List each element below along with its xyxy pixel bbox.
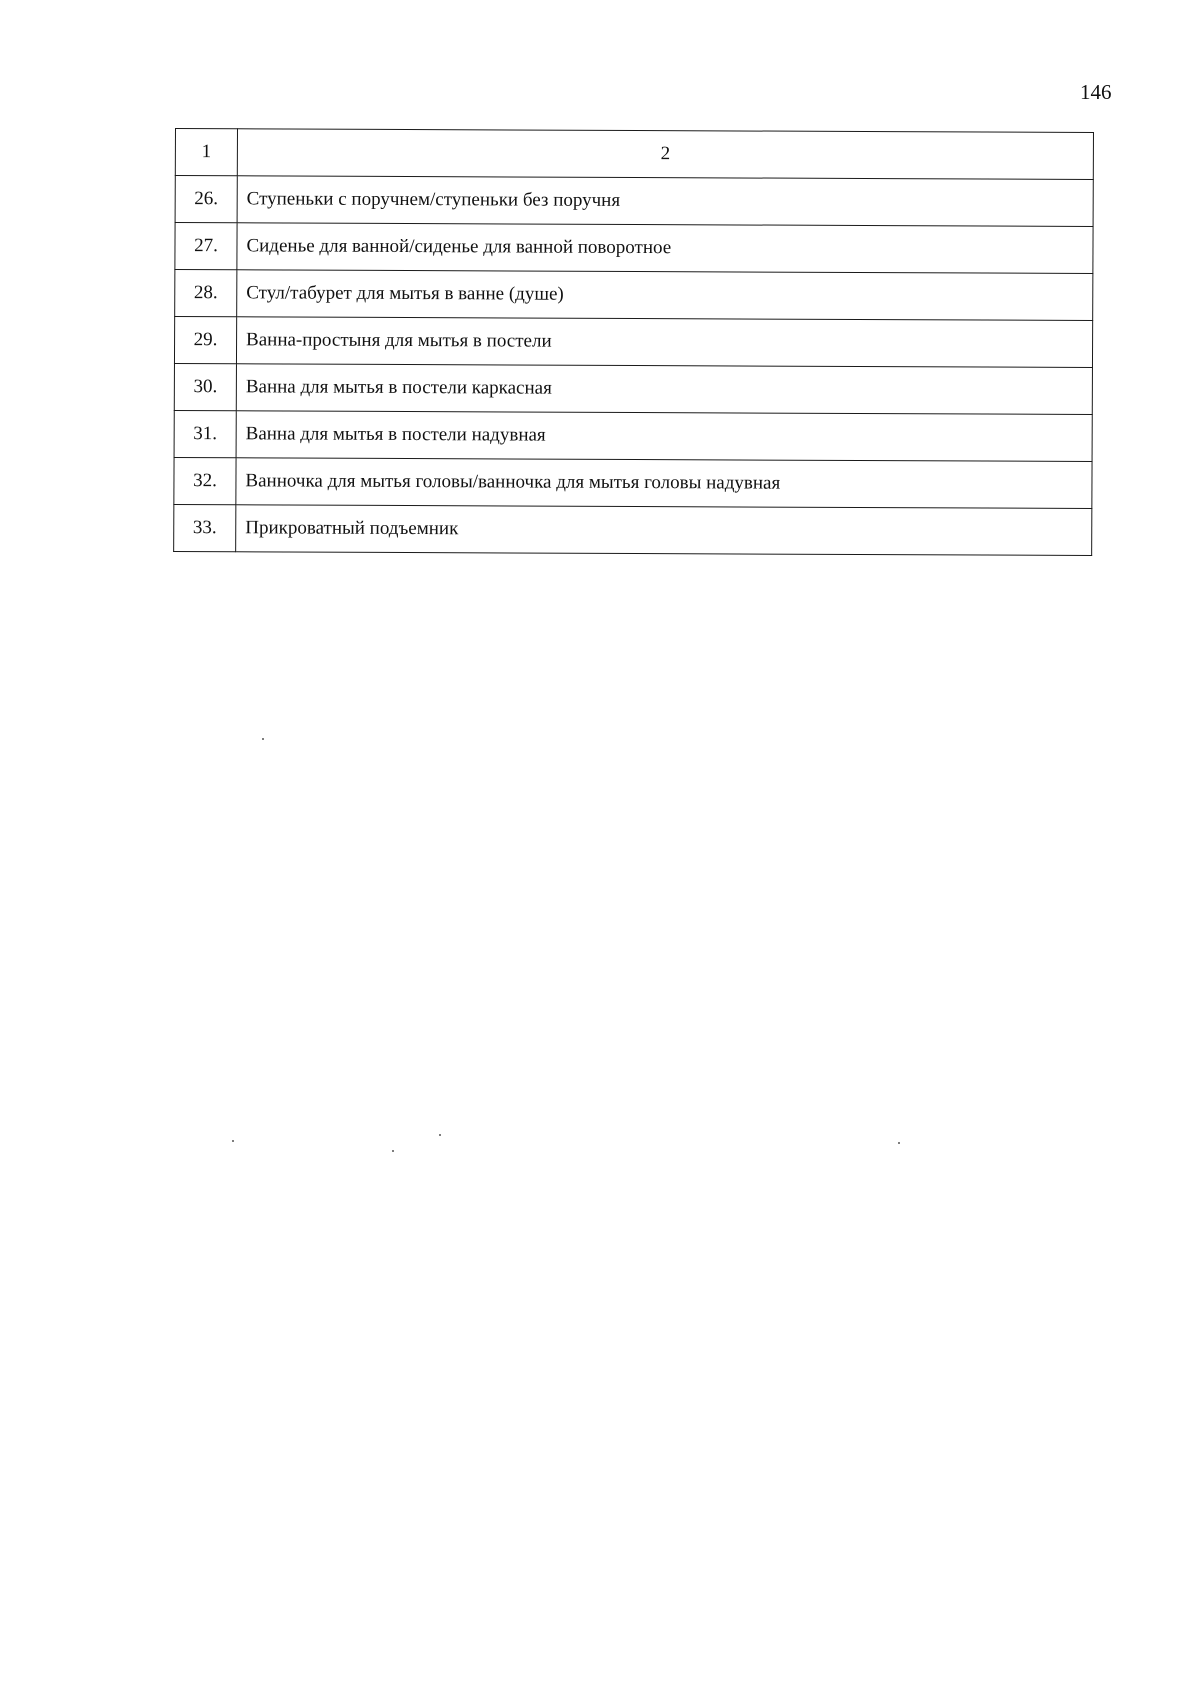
table-row [175,270,1093,321]
table-header-row [175,129,1093,180]
scan-speck [898,1142,900,1144]
table-body [174,129,1094,556]
table-row [174,317,1092,368]
row-number-cell: 28. [175,270,237,317]
row-name-cell: Ванночка для мытья головы/ванночка для мытья головы надувная [236,458,1092,509]
table-row [174,504,1092,555]
row-number-cell: 30. [174,363,236,410]
row-number-cell: 26. [175,176,237,223]
header-cell-number: 1 [175,129,237,176]
row-number-cell: 29. [174,317,236,364]
row-number-cell: 32. [174,457,236,504]
row-name-cell: Стул/табурет для мытья в ванне (душе) [237,270,1093,321]
page-number: 146 [1080,80,1112,104]
row-number-cell: 27. [175,223,237,270]
row-name-cell: Сиденье для ванной/сиденье для ванной поворотное [237,223,1093,274]
table-row [175,176,1093,227]
table-row [174,457,1092,508]
scan-speck [392,1150,394,1152]
table-row [174,363,1092,414]
header-cell-name: 2 [237,129,1093,180]
scan-speck [232,1140,234,1142]
row-name-cell: Ванна-простыня для мытья в постели [236,317,1092,368]
row-name-cell: Ванна для мытья в постели надувная [236,411,1092,462]
row-name-cell: Прикроватный подъемник [236,505,1092,556]
table-row [175,223,1093,274]
row-number-cell: 31. [174,410,236,457]
items-table [173,128,1094,556]
scan-speck [262,738,264,740]
row-name-cell: Ванна для мытья в постели каркасная [236,364,1092,415]
row-name-cell: Ступеньки с поручнем/ступеньки без поручня [237,176,1093,227]
table-row [174,410,1092,461]
row-number-cell: 33. [174,504,236,551]
scan-speck [439,1134,441,1136]
